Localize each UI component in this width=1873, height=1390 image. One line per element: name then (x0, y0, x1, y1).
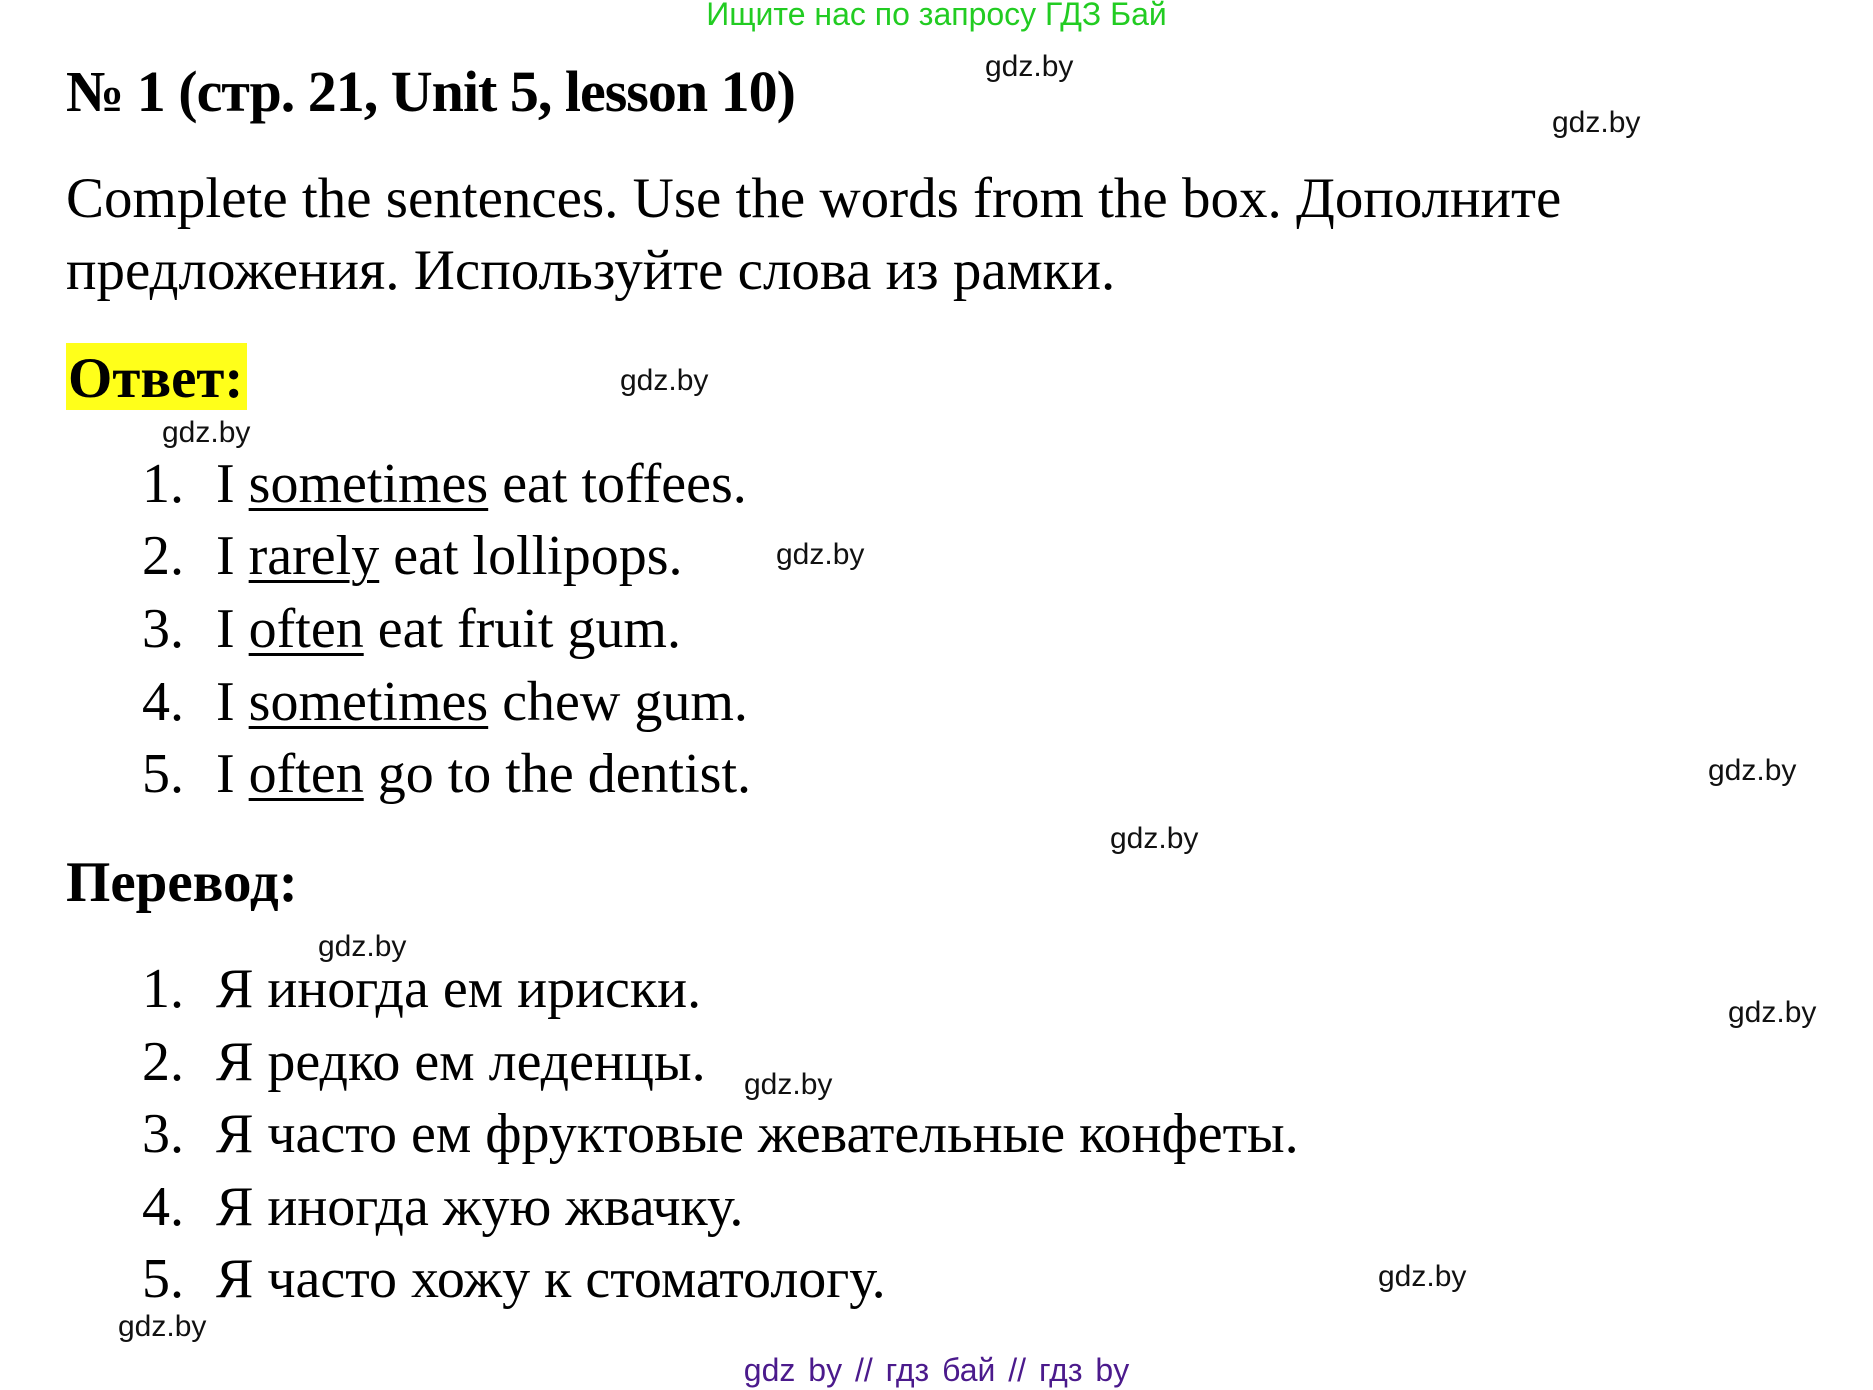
watermark: gdz.by (118, 1310, 207, 1343)
translation-item-number: 4. (142, 1176, 184, 1238)
footer-links: gdz by // гдз бай // гдз by (743, 1352, 1130, 1388)
watermark: gdz.by (620, 364, 709, 397)
watermark: gdz.by (318, 930, 407, 963)
answer-word: sometimes (248, 453, 489, 515)
translation-heading: Перевод: (66, 851, 298, 914)
answer-item-post: chew gum. (488, 671, 748, 733)
answer-item-post: eat fruit gum. (363, 598, 681, 660)
search-banner: Ищите нас по запросу ГДЗ Бай (706, 0, 1167, 32)
answer-item (216, 452, 747, 516)
watermark: gdz.by (744, 1068, 833, 1101)
answer-item-pre: I (216, 525, 249, 587)
watermark: gdz.by (1728, 996, 1817, 1029)
answer-item (216, 742, 751, 806)
watermark: gdz.by (985, 50, 1074, 83)
answer-item-post: go to the dentist. (363, 743, 752, 805)
answer-item-pre: I (216, 598, 249, 660)
watermark: gdz.by (1552, 106, 1641, 139)
answer-item (216, 524, 683, 588)
translation-item-number: 5. (142, 1248, 184, 1310)
watermark: gdz.by (1708, 754, 1797, 787)
answer-item-pre: I (216, 453, 249, 515)
translation-item: Я иногда жую жвачку. (216, 1176, 744, 1238)
answer-item-number: 3. (142, 598, 184, 660)
translation-item-number: 1. (142, 958, 184, 1020)
answer-item-number: 5. (142, 743, 184, 805)
translation-item: Я часто ем фруктовые жевательные конфеты. (216, 1103, 1299, 1165)
instruction-line-1: Complete the sentences. Use the words from the box. Дополните (66, 167, 1562, 230)
translation-item: Я часто хожу к стоматологу. (216, 1248, 886, 1310)
instruction-line-2: предложения. Используйте слова из рамки. (66, 239, 1116, 302)
answer-item-number: 1. (142, 453, 184, 515)
answer-item-number: 2. (142, 525, 184, 587)
translation-item: Я иногда ем ириски. (216, 958, 702, 1020)
answer-item (216, 670, 748, 734)
watermark: gdz.by (162, 416, 251, 449)
answer-word: often (248, 743, 364, 805)
watermark: gdz.by (776, 538, 865, 571)
answer-item-post: eat toffees. (488, 453, 747, 515)
answer-word: often (248, 598, 364, 660)
answer-item-post: eat lollipops. (379, 525, 683, 587)
translation-item-number: 2. (142, 1031, 184, 1093)
exercise-title: № 1 (стр. 21, Unit 5, lesson 10) (66, 59, 795, 124)
answer-heading: Ответ: (68, 347, 244, 410)
answer-item-pre: I (216, 671, 249, 733)
answer-item-pre: I (216, 743, 249, 805)
translation-item-number: 3. (142, 1103, 184, 1165)
answer-item (216, 597, 681, 661)
watermark: gdz.by (1110, 822, 1199, 855)
translation-item: Я редко ем леденцы. (216, 1031, 706, 1093)
watermark: gdz.by (1378, 1260, 1467, 1293)
answer-word: sometimes (248, 671, 489, 733)
answer-item-number: 4. (142, 671, 184, 733)
answer-word: rarely (248, 525, 380, 587)
